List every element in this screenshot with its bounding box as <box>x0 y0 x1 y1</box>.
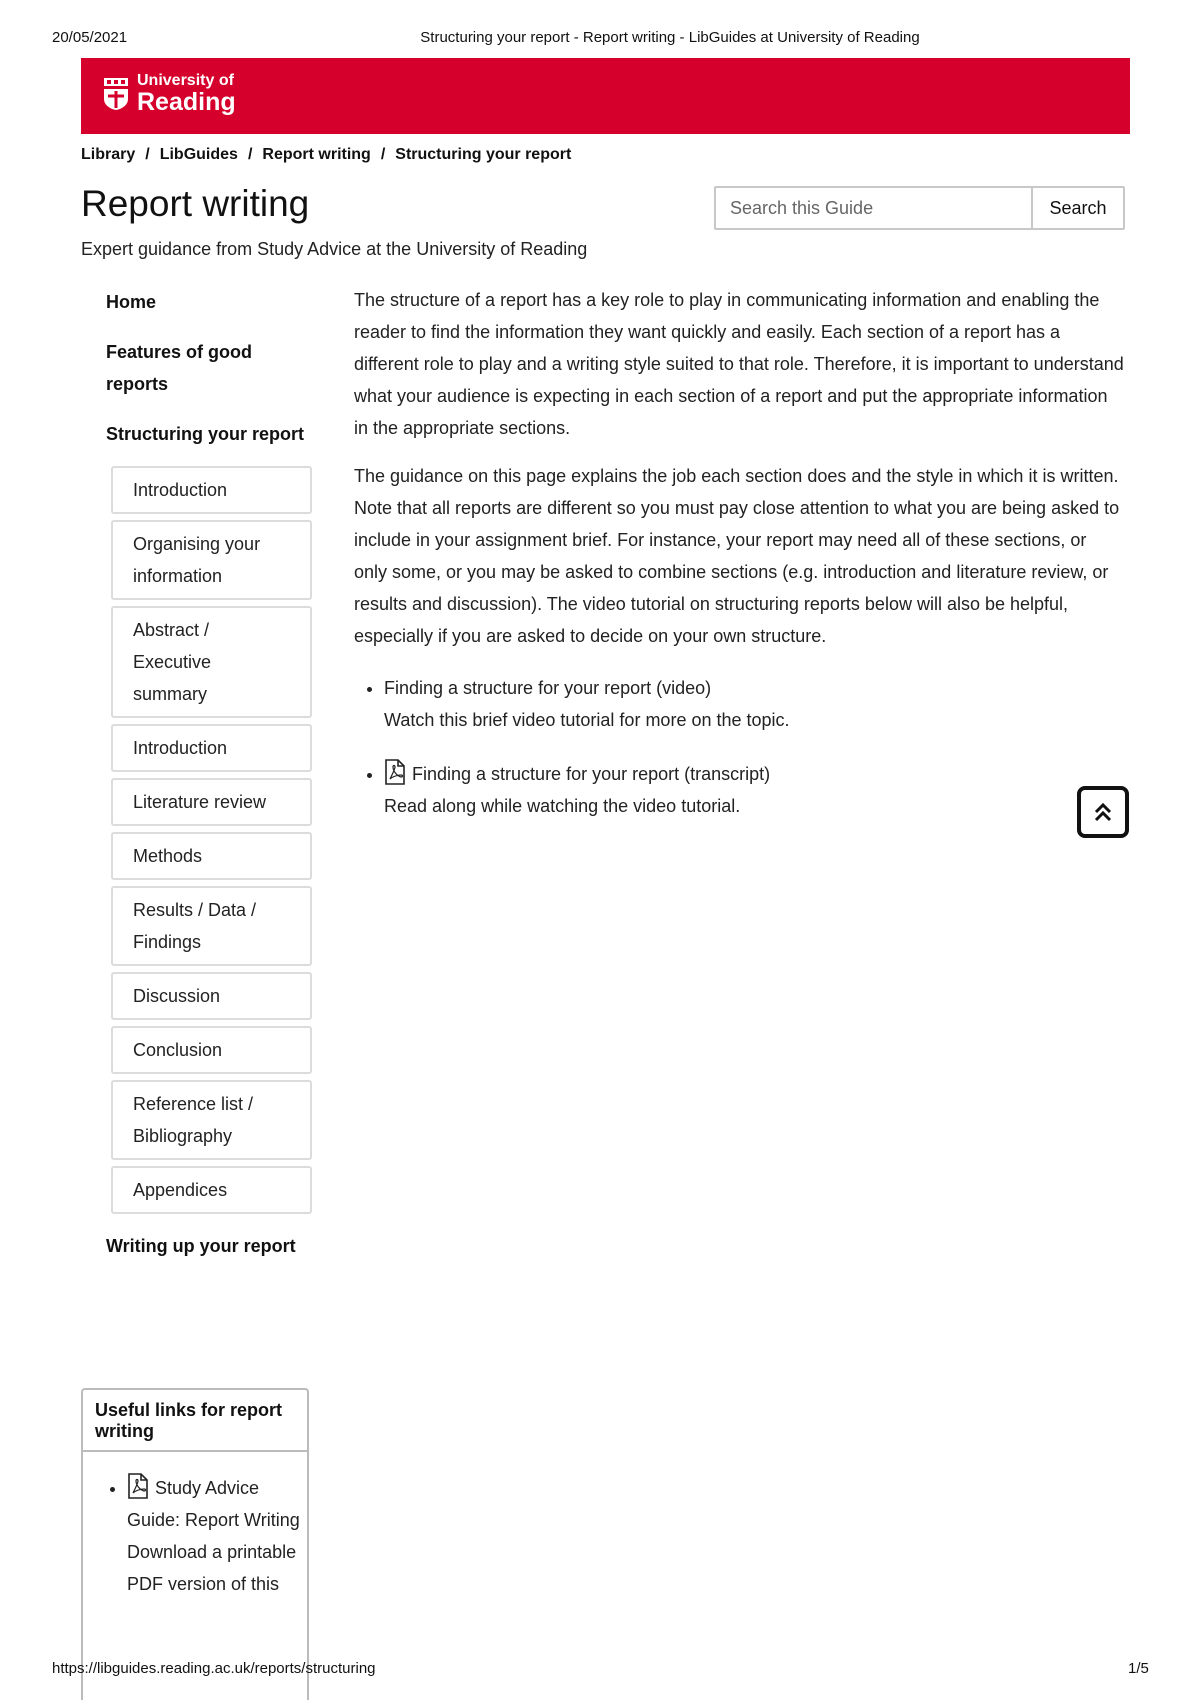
page-title: Report writing <box>81 183 310 224</box>
breadcrumb-current: Structuring your report <box>395 146 572 163</box>
list-item <box>384 672 1124 736</box>
print-header <box>0 0 1200 60</box>
subnav-organising-information[interactable]: Organising your information <box>111 520 312 600</box>
subnav-introduction[interactable]: Introduction <box>111 466 312 514</box>
subnav-introduction-2[interactable]: Introduction <box>111 724 312 772</box>
print-date: 20/05/2021 <box>52 29 128 46</box>
nav-features-of-good-reports[interactable]: Features of good reports <box>106 342 253 394</box>
subnav-conclusion[interactable]: Conclusion <box>111 1026 312 1074</box>
print-url: https://libguides.reading.ac.uk/reports/structuring <box>52 1660 376 1677</box>
video-link[interactable]: Finding a structure for your report (video) <box>384 678 712 698</box>
resource-list <box>354 672 1124 822</box>
link-description: Watch this brief video tutorial for more on the topic. <box>384 710 790 730</box>
breadcrumb-libguides[interactable]: LibGuides <box>159 146 238 163</box>
list-item <box>384 758 1124 822</box>
useful-links-box <box>81 1388 309 1700</box>
useful-links-list <box>83 1472 307 1600</box>
logo-line-2: Reading <box>137 88 236 116</box>
search-button[interactable]: Search <box>1033 188 1123 228</box>
breadcrumb-separator: / <box>145 146 150 163</box>
main-content <box>354 284 1124 844</box>
subnav-literature-review[interactable]: Literature review <box>111 778 312 826</box>
intro-paragraph: The structure of a report has a key role to play in communicating information and enabling the reader to find the information they want quickly and easily. Each section of a report has a different role to play and a writing style suited to that role. Therefore, it is important to understand what your audience is expecting in each section of a report and put the appropriate information in the appropriate sections. <box>354 290 1124 438</box>
nav-home[interactable]: Home <box>106 292 157 312</box>
subnav-discussion[interactable]: Discussion <box>111 972 312 1020</box>
link-description: Read along while watching the video tutorial. <box>384 796 741 816</box>
subnav-reference-list[interactable]: Reference list / Bibliography <box>111 1080 312 1160</box>
site-banner <box>81 58 1130 134</box>
link-description: Download a printable PDF version of this <box>127 1542 297 1594</box>
page-subtitle: Expert guidance from Study Advice at the University of Reading <box>81 239 588 259</box>
guide-navigation <box>90 286 312 1280</box>
breadcrumb-separator: / <box>380 146 386 163</box>
subnav-list <box>111 466 312 1214</box>
breadcrumb <box>81 146 571 164</box>
breadcrumb-separator: / <box>247 146 253 163</box>
transcript-link[interactable]: Finding a structure for your report (transcript) <box>412 764 771 784</box>
guidance-paragraph: The guidance on this page explains the job each section does and the style in which it is written. Note that all reports are different so you must pay close attention to what you are being asked to include in your assignment brief. For instance, your report may need all of these sections, or only some, or you may be asked to combine sections (e.g. introduction and literature review, or results and discussion). The video tutorial on structuring reports below will also be helpful, especially if you are asked to decide on your own structure. <box>354 466 1120 646</box>
print-page-number: 1/5 <box>1128 1660 1149 1677</box>
guide-search <box>714 186 1125 230</box>
search-input[interactable] <box>716 188 1033 228</box>
pdf-icon <box>127 1473 149 1499</box>
subnav-methods[interactable]: Methods <box>111 832 312 880</box>
back-to-top-button[interactable] <box>1077 786 1129 838</box>
study-advice-guide-link[interactable]: Study Advice Guide: Report Writing <box>127 1478 300 1530</box>
print-title: Structuring your report - Report writing - LibGuides at University of Reading <box>420 29 920 46</box>
useful-links-title: Useful links for report writing <box>83 1390 307 1452</box>
subnav-appendices[interactable]: Appendices <box>111 1166 312 1214</box>
university-logo[interactable] <box>103 73 236 115</box>
chevron-double-up-icon <box>1091 800 1115 824</box>
pdf-icon <box>384 759 406 785</box>
breadcrumb-report-writing[interactable]: Report writing <box>262 146 371 163</box>
crest-icon <box>103 77 129 111</box>
nav-structuring-your-report[interactable]: Structuring your report <box>106 424 305 444</box>
nav-writing-up-your-report[interactable]: Writing up your report <box>106 1236 296 1256</box>
subnav-results[interactable]: Results / Data / Findings <box>111 886 312 966</box>
list-item <box>127 1472 307 1600</box>
logo-line-1: University of <box>137 72 234 89</box>
subnav-abstract[interactable]: Abstract / Executive summary <box>111 606 312 718</box>
breadcrumb-library[interactable]: Library <box>81 146 136 163</box>
